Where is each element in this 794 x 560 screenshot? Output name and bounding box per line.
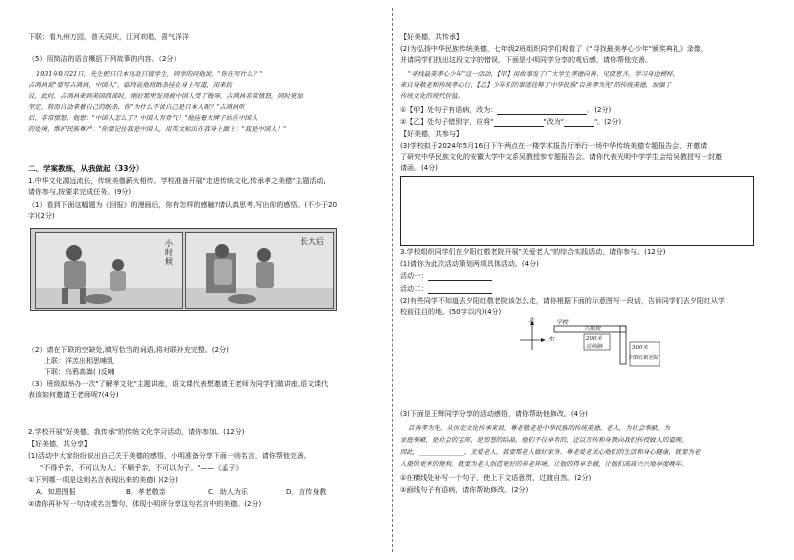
section-heading: 二、学案教练，从我做起（33分）	[28, 164, 144, 173]
question-2-3: (3)学校拟于2024年5月16日下午两点在一楼学术报告厅举行一场中华传统美德专题报告会，并邀请	[400, 142, 708, 150]
essay-line: 人提供更多的便利，就要为老人创造更好的养老环境，让他的得享幸福，让他们高高兴兴地享度晚年。	[400, 460, 688, 468]
route-map	[520, 317, 660, 372]
map-distance-2: 300米	[632, 345, 648, 351]
question-1-1: 字)(2分)	[28, 212, 55, 220]
passage-line: 来自身敬老和传统孝心行，【乙】少年们的事迹诠释了中华民族"百善孝为先"的传统美德，加强了	[400, 81, 672, 89]
map-distance-1: 200米	[586, 336, 602, 342]
question-1-3: 表该如何邀请王老师呢?(4分)	[28, 391, 119, 399]
story-line: 后，非常愤怒，他想："中国人怎么了？中国人有骨气！"他挂着大牌子站在中国人	[28, 114, 258, 122]
couplet-upper: 上联：洋羔出相思哺乳	[44, 357, 114, 365]
activity-2	[400, 285, 492, 294]
question-5: （5）用简洁的语言概括下列故事的内容。（2分）	[28, 55, 181, 63]
activity-2-label: 活动二：	[400, 285, 428, 293]
activity-1	[400, 272, 492, 281]
question-3-3: (3)下面是王辉同学分享的活动感悟，请你帮助他修改。(4分)	[400, 410, 588, 418]
question-2-2b-end: "。(2分)	[593, 118, 622, 126]
map-school: 学校	[556, 319, 569, 326]
section-tag: 【好美德，共分享】	[28, 440, 91, 448]
map-road-1: 兴振街	[584, 326, 601, 332]
essay-question-1: ①在横线处补写一个句子，使上下文语意贯，过渡自然。(2分)	[400, 474, 592, 482]
comic-panel-childhood	[35, 232, 183, 309]
passage-line: 传统文化的现代价值。	[400, 92, 464, 100]
option-b[interactable]: B．孝老敬亲	[126, 488, 166, 496]
map-destination: 夕阳红敬老院	[628, 355, 659, 361]
story-line: 议，此时，吉鸿昌来到美国西部时，刚好那里发现被中国人受了侮辱，吉鸿昌非常愤怒，同时更加	[28, 92, 303, 100]
question-3: 3.学校组织同学们在夕阳红敬老院开展"关爱老人"的综合实践活动，请你参与。(12分)	[400, 248, 666, 256]
essay-question-2: ②画线句子有语病，请你帮助修改。(2分)	[400, 486, 529, 494]
question-1-intro: 请你参与,按要求完成任务。(9分)	[28, 188, 132, 196]
question-2-2a-text: ①【甲】处句子有语病，改为：	[400, 106, 498, 114]
points: 。(2分)	[587, 106, 612, 114]
question-2-2b-mid: "改为"	[543, 118, 564, 126]
story-line: 坚定，转而自动拿着自己的纸条，你"为什么不说自己是日本人呢？"吉鸿昌听	[28, 103, 245, 111]
answer-blank[interactable]	[428, 285, 492, 294]
question-2: 2.学校开展"好美德，我传承"的传统文化学习活动，请你参加。(12分)	[28, 428, 245, 436]
question-2-2b	[400, 118, 621, 127]
question-1-intro: 1.中华文化源远流长，传统美德薪火相传。学校准备开展"走进传统文化,传承孝之美德"主题活动,	[28, 177, 326, 185]
question-2-3: 请函。(4分)	[400, 164, 438, 172]
essay-line: 百善孝为先。从历史文化传承来说，尊老敬老是中华民族的传统美德。老人，为社会奉献，为	[408, 424, 671, 432]
map-north: 北	[528, 317, 535, 324]
question-1-2: （2）请在下联的空缺处,填写恰当的词语,将对联补充完整。(2分)	[28, 346, 229, 354]
couplet-lower: 下联：乌鸦高嵩( )反哺	[44, 368, 115, 376]
comic-panel-adulthood	[185, 232, 334, 309]
couplet-line: 下联：看九州万园，普天同庆，江河欢唱，喜气洋洋	[28, 33, 189, 41]
section-tag: 【好美德，共参与】	[400, 130, 463, 138]
story-line: 1931年9月21日，先生把日日本鸟赴日留学生，同学的问他说，"你在写什么？"	[36, 70, 263, 78]
map-east: 东	[548, 336, 555, 343]
map-road-2: 昆明路	[586, 344, 603, 350]
option-c[interactable]: C．助人为乐	[208, 488, 248, 496]
question-2-1a: ①下列哪一项是这则名言表现出来的美德( )(2分)	[28, 476, 178, 484]
question-1-1: （1）看到下面这幅题为《回报》的漫画后，你有怎样的感触?请认真思考,写出你的感悟。(不少于20	[28, 201, 338, 209]
question-2-3: 了研究中华民族文化的安徽大学中文系吴教授参专题报告会。请你代表光明中学学生会给吴教授写一封邀	[400, 153, 722, 161]
story-line: 吉鸿昌说"要写吉鸿昌，中国人"，临终前他将纸条挂在身上写道，用来抗	[28, 81, 232, 89]
section-tag: 【好美德，共传承】	[400, 33, 463, 41]
question-1-3: （3）班级拟举办一次"了解孝文化"主题讲座，语文课代表想邀请王老师为同学们做讲座,语文课代	[28, 380, 329, 388]
answer-blank[interactable]	[494, 118, 544, 127]
invitation-answer-box[interactable]	[400, 176, 754, 246]
essay-line: 家庭奉献，是社会的宝库，是智慧的结晶。他们不仅享有的，还以言传和身教向我们传授做人的道理。	[400, 436, 688, 444]
answer-blank[interactable]	[428, 272, 492, 281]
story-line: 的处境，维护民族尊严："你要记住我是中国人，用英文标出在我身上面上："我是中国人！"	[28, 125, 287, 133]
question-2-2: (2)为弘扬中华民族传统美德，七年级2班组织同学们观看了《"寻找最美孝心少年"颁奖典礼》录像，	[400, 45, 708, 53]
comic-image	[30, 228, 337, 311]
answer-blank[interactable]	[497, 106, 587, 115]
question-2-2a	[400, 106, 611, 115]
essay-line: 因此，______________。关爱老人，我要帮老人做好家务、尊老爱老关心他们的生活和身心健康，就要为老	[400, 448, 701, 456]
option-d[interactable]: D．言传身教	[286, 488, 327, 496]
question-2-2: 并请同学们找出这段文字的错误，下面是小明同学分享的观后感，请你帮他完善。	[400, 56, 652, 64]
question-2-1: (1)活动中大家纷纷说出自己关于美德的感悟，小明准备分享下面一则名言，请你帮他完善。	[28, 452, 311, 460]
answer-blank[interactable]	[564, 118, 594, 127]
option-a[interactable]: A．知恩图报	[36, 488, 76, 496]
activity-1-label: 活动一：	[400, 272, 428, 280]
question-3-2: (2)有些同学不知道去夕阳红敬老院该怎么走，请你根据下面的示意图写一段话，告诉同学们去夕阳红从学	[400, 297, 725, 305]
question-2-1b: ②请你再补写一句诗或名言警句，体现小明所分享这句名言中的美德。(2分)	[28, 500, 262, 508]
question-3-2: 校前往目的地。(50字以内)(4分)	[400, 308, 502, 316]
question-2-2b-text: ②【乙】处句子错别字，应将"	[400, 118, 494, 126]
comic-label-adulthood: 长大后	[300, 237, 324, 246]
question-3-1: (1)请你为此次活动策划两项具体活动。(4分)	[400, 260, 539, 268]
column-divider	[392, 8, 393, 552]
passage-line: "寻找最美孝心少年"这一活动，【甲】用故事发了广大学生孝德向善、见贤思齐，学习身边榜样，	[408, 70, 680, 78]
comic-label-childhood: 小时候	[165, 239, 173, 266]
quote-mencius: "不得乎亲，不可以为人；不顺乎亲，不可以为子。"——《孟子》	[40, 464, 243, 472]
